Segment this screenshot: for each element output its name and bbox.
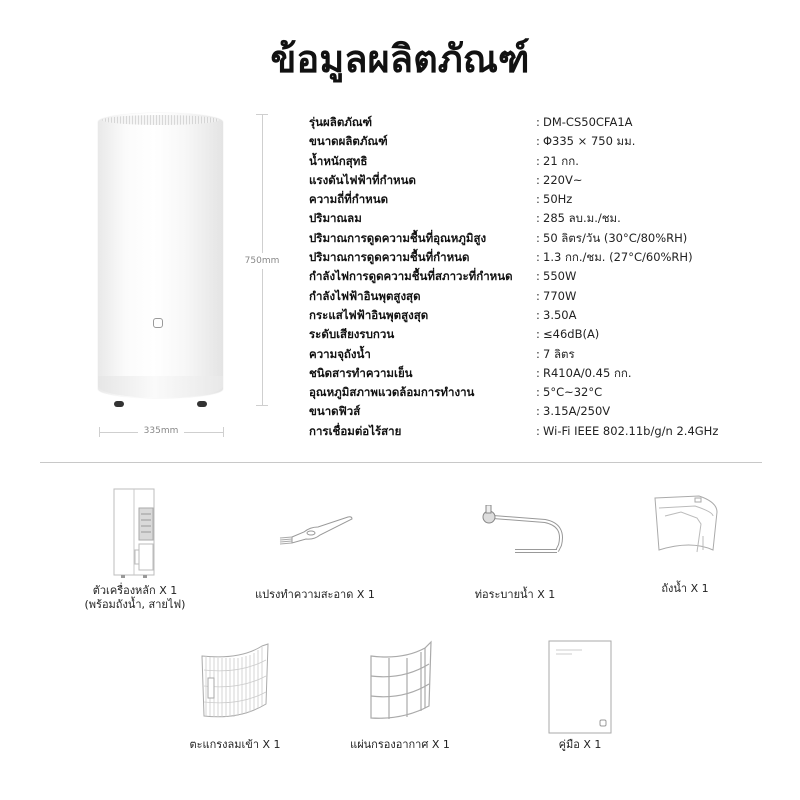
spec-label: อุณหภูมิสภาพแวดล้อมการทำงาน	[309, 385, 475, 400]
accessory-label: แผ่นกรองอากาศ X 1	[350, 738, 450, 751]
body-base	[98, 376, 223, 398]
caster-wheel-right	[197, 401, 207, 407]
spec-separator: :	[536, 269, 540, 284]
spec-value: Wi-Fi IEEE 802.11b/g/n 2.4GHz	[543, 423, 719, 438]
spec-separator: :	[536, 230, 540, 245]
spec-separator: :	[536, 134, 540, 149]
spec-separator: :	[536, 153, 540, 168]
spec-label: กำลังไฟฟ้าอินพุตสูงสุด	[309, 288, 421, 303]
spec-separator: :	[536, 192, 540, 207]
height-dimension-label: 750mm	[240, 253, 284, 269]
caster-wheel-left	[114, 401, 124, 407]
spec-value: R410A/0.45 กก.	[543, 365, 632, 380]
top-grille	[102, 115, 219, 125]
width-dimension-cap-left	[99, 427, 100, 437]
accessory-label: ตัวเครื่องหลัก X 1	[92, 584, 178, 597]
spec-value: 7 ลิตร	[543, 346, 575, 361]
height-dimension-cap-bottom	[256, 405, 268, 406]
accessory-sublabel: (พร้อมถังน้ำ, สายไฟ)	[84, 598, 186, 611]
dehumidifier-body	[98, 113, 223, 398]
spec-label: ปริมาณการดูดความชื้นที่กำหนด	[309, 250, 470, 265]
spec-value: 3.15A/250V	[543, 404, 611, 419]
spec-separator: :	[536, 346, 540, 361]
accessory-label: แปรงทำความสะอาด X 1	[255, 588, 375, 601]
spec-label: ปริมาณการดูดความชื้นที่อุณหภูมิสูง	[309, 230, 487, 245]
accessory-manual	[520, 640, 640, 752]
spec-separator: :	[536, 115, 540, 129]
accessory-label: ท่อระบายน้ำ X 1	[474, 588, 556, 601]
manual-icon	[548, 640, 612, 734]
spec-separator: :	[536, 385, 540, 400]
spec-label: การเชื่อมต่อไร้สาย	[309, 423, 402, 438]
spec-label: ขนาดผลิตภัณฑ์	[309, 134, 388, 149]
spec-separator: :	[536, 250, 540, 265]
spec-value: 285 ลบ.ม./ชม.	[543, 211, 621, 226]
spec-value: 50 ลิตร/วัน (30°C/80%RH)	[543, 230, 688, 245]
accessory-air-inlet-grille	[170, 640, 300, 752]
accessory-label: คู่มือ X 1	[558, 738, 602, 751]
spec-label: กำลังไฟการดูดความชื้นที่สภาวะที่กำหนด	[309, 269, 513, 284]
spec-value: 1.3 กก./ชม. (27°C/60%RH)	[543, 250, 693, 265]
spec-value: Φ335 × 750 มม.	[543, 134, 636, 149]
mi-logo-icon	[153, 318, 163, 328]
spec-separator: :	[536, 172, 540, 187]
accessory-label: ตะแกรงลมเข้า X 1	[189, 738, 281, 751]
spec-value: 770W	[543, 288, 577, 303]
drain-hose-icon	[465, 505, 565, 555]
spec-value: 3.50A	[543, 307, 577, 322]
air-inlet-grille-icon	[200, 640, 270, 722]
spec-label: ขนาดฟิวส์	[309, 404, 361, 419]
air-filter-icon	[367, 640, 433, 722]
accessory-label: ถังน้ำ X 1	[661, 582, 709, 595]
spec-value: 5°C~32°C	[543, 385, 603, 400]
spec-value: 21 กก.	[543, 153, 579, 168]
spec-label: รุ่นผลิตภัณฑ์	[309, 115, 373, 129]
accessory-main-unit	[70, 488, 200, 612]
spec-label: แรงดันไฟฟ้าที่กำหนด	[309, 172, 416, 187]
water-tank-icon	[651, 492, 719, 560]
spec-separator: :	[536, 307, 540, 322]
spec-value: ≤46dB(A)	[543, 327, 600, 342]
spec-value: DM-CS50CFA1A	[543, 115, 633, 129]
spec-separator: :	[536, 423, 540, 438]
spec-value: 50Hz	[543, 192, 573, 207]
spec-separator: :	[536, 211, 540, 226]
width-dimension-label: 335mm	[138, 426, 184, 436]
accessory-cleaning-brush	[240, 505, 390, 602]
spec-label: ชนิดสารทำความเย็น	[309, 365, 413, 380]
spec-value: 220V~	[543, 172, 583, 187]
spec-label: น้ำหนักสุทธิ	[309, 153, 368, 168]
accessory-air-filter	[330, 640, 470, 752]
spec-label: ระดับเสียงรบกวน	[309, 327, 395, 342]
spec-label: ปริมาณลม	[309, 211, 362, 226]
main-unit-icon	[113, 488, 157, 580]
spec-separator: :	[536, 404, 540, 419]
width-dimension-cap-right	[223, 427, 224, 437]
accessory-drain-hose	[440, 505, 590, 602]
spec-label: ความจุถังน้ำ	[309, 346, 371, 361]
spec-label: กระแสไฟฟ้าอินพุตสูงสุด	[309, 307, 429, 322]
spec-value: 550W	[543, 269, 577, 284]
cleaning-brush-icon	[270, 505, 360, 550]
spec-separator: :	[536, 327, 540, 342]
spec-label: ความถี่ที่กำหนด	[309, 192, 389, 207]
spec-separator: :	[536, 288, 540, 303]
height-dimension-cap-top	[256, 114, 268, 115]
section-divider	[40, 462, 762, 463]
spec-separator: :	[536, 365, 540, 380]
page-title: ข้อมูลผลิตภัณฑ์	[270, 37, 530, 81]
accessory-water-tank	[620, 492, 750, 596]
product-image	[98, 113, 223, 403]
